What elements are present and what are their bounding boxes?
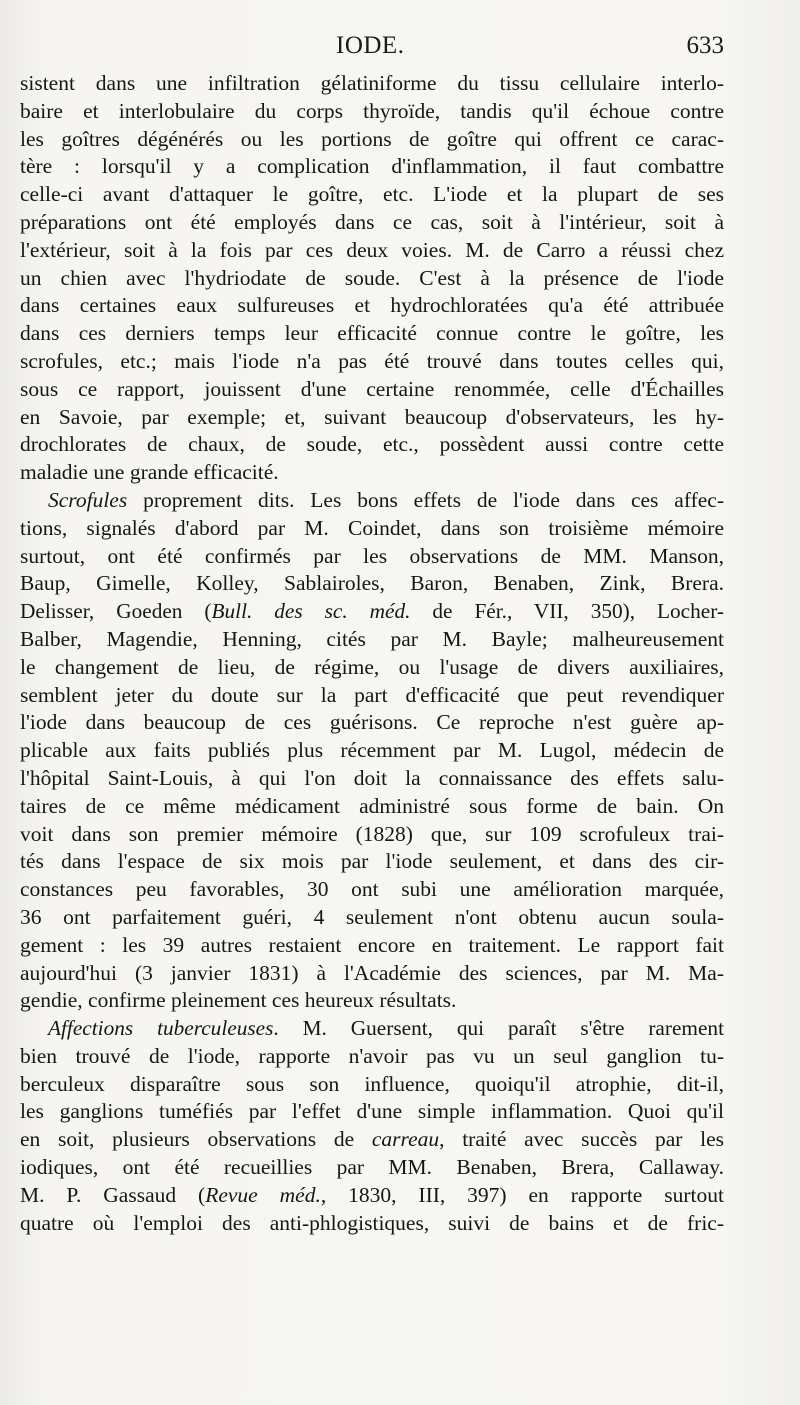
text-line: préparations ont été employés dans ce cas, soit à l'intérieur, soit à: [20, 209, 724, 234]
text-line: tés dans l'espace de six mois par l'iode seulement, et dans des cir-: [20, 849, 724, 874]
text-line: Baup, Gimelle, Kolley, Sablairoles, Baron, Benaben, Zink, Brera.: [20, 571, 724, 596]
section-heading: Scrofules: [48, 487, 128, 512]
italic-term: carreau: [371, 1127, 440, 1152]
text-line: Balber, Magendie, Henning, cités par M. Bayle; malheureusement: [20, 626, 724, 651]
text-line: constances peu favorables, 30 ont subi une amélioration marquée,: [20, 877, 724, 902]
text-line: tions, signalés d'abord par M. Coindet, dans son troisième mémoire: [20, 515, 724, 540]
running-title: IODE.: [336, 32, 405, 59]
paragraph: [20, 487, 724, 1015]
text-line: dans ces derniers temps leur efficacité connue contre le goître, les: [20, 321, 724, 346]
text-line: iodiques, ont été recueillies par MM. Benaben, Brera, Callaway.: [20, 1155, 724, 1180]
text-line: un chien avec l'hydriodate de soude. C'est à la présence de l'iode: [20, 265, 724, 290]
text-line: baire et interlobulaire du corps thyroïde, tandis qu'il échoue contre: [20, 98, 724, 123]
text-line: plicable aux faits publiés plus récemment par M. Lugol, médecin de: [20, 738, 724, 763]
text-line: sistent dans une infiltration gélatiniforme du tissu cellulaire interlo-: [20, 71, 724, 95]
text-line: M. P. Gassaud (Revue méd., 1830, III, 397) en rapporte surtout: [20, 1182, 724, 1207]
text-line: sous ce rapport, jouissent d'une certaine renommée, celle d'Échailles: [20, 376, 724, 401]
text-line: voit dans son premier mémoire (1828) que, sur 109 scrofuleux trai-: [20, 821, 724, 846]
text-line: 36 ont parfaitement guéri, 4 seulement n'ont obtenu aucun soula-: [20, 904, 724, 929]
page-number: 633: [686, 32, 724, 59]
text-line: drochlorates de chaux, de soude, etc., possèdent aussi contre cette: [20, 432, 724, 457]
text-line: bien trouvé de l'iode, rapporte n'avoir pas vu un seul ganglion tu-: [20, 1043, 724, 1068]
text-line: aujourd'hui (3 janvier 1831) à l'Académie des sciences, par M. Ma-: [20, 960, 724, 985]
section-heading: Affections tuberculeuses: [48, 1016, 274, 1041]
text-line: les goîtres dégénérés ou les portions de goître qui offrent ce carac-: [20, 126, 724, 151]
text-line: le changement de lieu, de régime, ou l'usage de divers auxiliaires,: [20, 654, 724, 679]
body-text: [20, 70, 724, 1237]
text-line: en Savoie, par exemple; et, suivant beaucoup d'observateurs, les hy-: [20, 404, 724, 429]
text-line: scrofules, etc.; mais l'iode n'a pas été trouvé dans toutes celles qui,: [20, 348, 724, 373]
paragraph: [20, 70, 724, 487]
text-line: surtout, ont été confirmés par les observations de MM. Manson,: [20, 543, 724, 568]
text-line: Scrofules proprement dits. Les bons effets de l'iode dans ces affec-: [48, 487, 724, 512]
text-line: Affections tuberculeuses. M. Guersent, qui paraît s'être rarement: [48, 1016, 724, 1041]
text-line: en soit, plusieurs observations de carreau, traité avec succès par les: [20, 1127, 724, 1152]
text-line: l'hôpital Saint-Louis, à qui l'on doit la connaissance des effets salu-: [20, 765, 724, 790]
text-line: tère : lorsqu'il y a complication d'inflammation, il faut combattre: [20, 154, 724, 179]
text-line: quatre où l'emploi des anti-phlogistiques, suivi de bains et de fric-: [20, 1210, 724, 1235]
citation-title: Bull. des sc. méd.: [211, 599, 411, 624]
page-header: [0, 32, 800, 66]
text-line: semblent jeter du doute sur la part d'efficacité que peut revendiquer: [20, 682, 724, 707]
text-line: taires de ce même médicament administré sous forme de bain. On: [20, 793, 724, 818]
text-line: les ganglions tuméfiés par l'effet d'une simple inflammation. Quoi qu'il: [20, 1099, 724, 1124]
citation-title: Revue méd.: [205, 1182, 321, 1207]
text-line: gendie, confirme pleinement ces heureux résultats.: [20, 988, 457, 1013]
text-line: celle-ci avant d'attaquer le goître, etc. L'iode et la plupart de ses: [20, 182, 724, 207]
text-line: Delisser, Goeden (Bull. des sc. méd. de Fér., VII, 350), Locher-: [20, 599, 724, 624]
paragraph: [20, 1015, 724, 1237]
text-line: gement : les 39 autres restaient encore en traitement. Le rapport fait: [20, 932, 724, 957]
text-line: dans certaines eaux sulfureuses et hydrochloratées qu'a été attribuée: [20, 293, 724, 318]
text-line: l'iode dans beaucoup de ces guérisons. Ce reproche n'est guère ap-: [20, 710, 724, 735]
text-line: maladie une grande efficacité.: [20, 460, 279, 485]
text-line: l'extérieur, soit à la fois par ces deux voies. M. de Carro a réussi chez: [20, 237, 724, 262]
text-line: berculeux disparaître sous son influence, quoiqu'il atrophie, dit-il,: [20, 1071, 724, 1096]
